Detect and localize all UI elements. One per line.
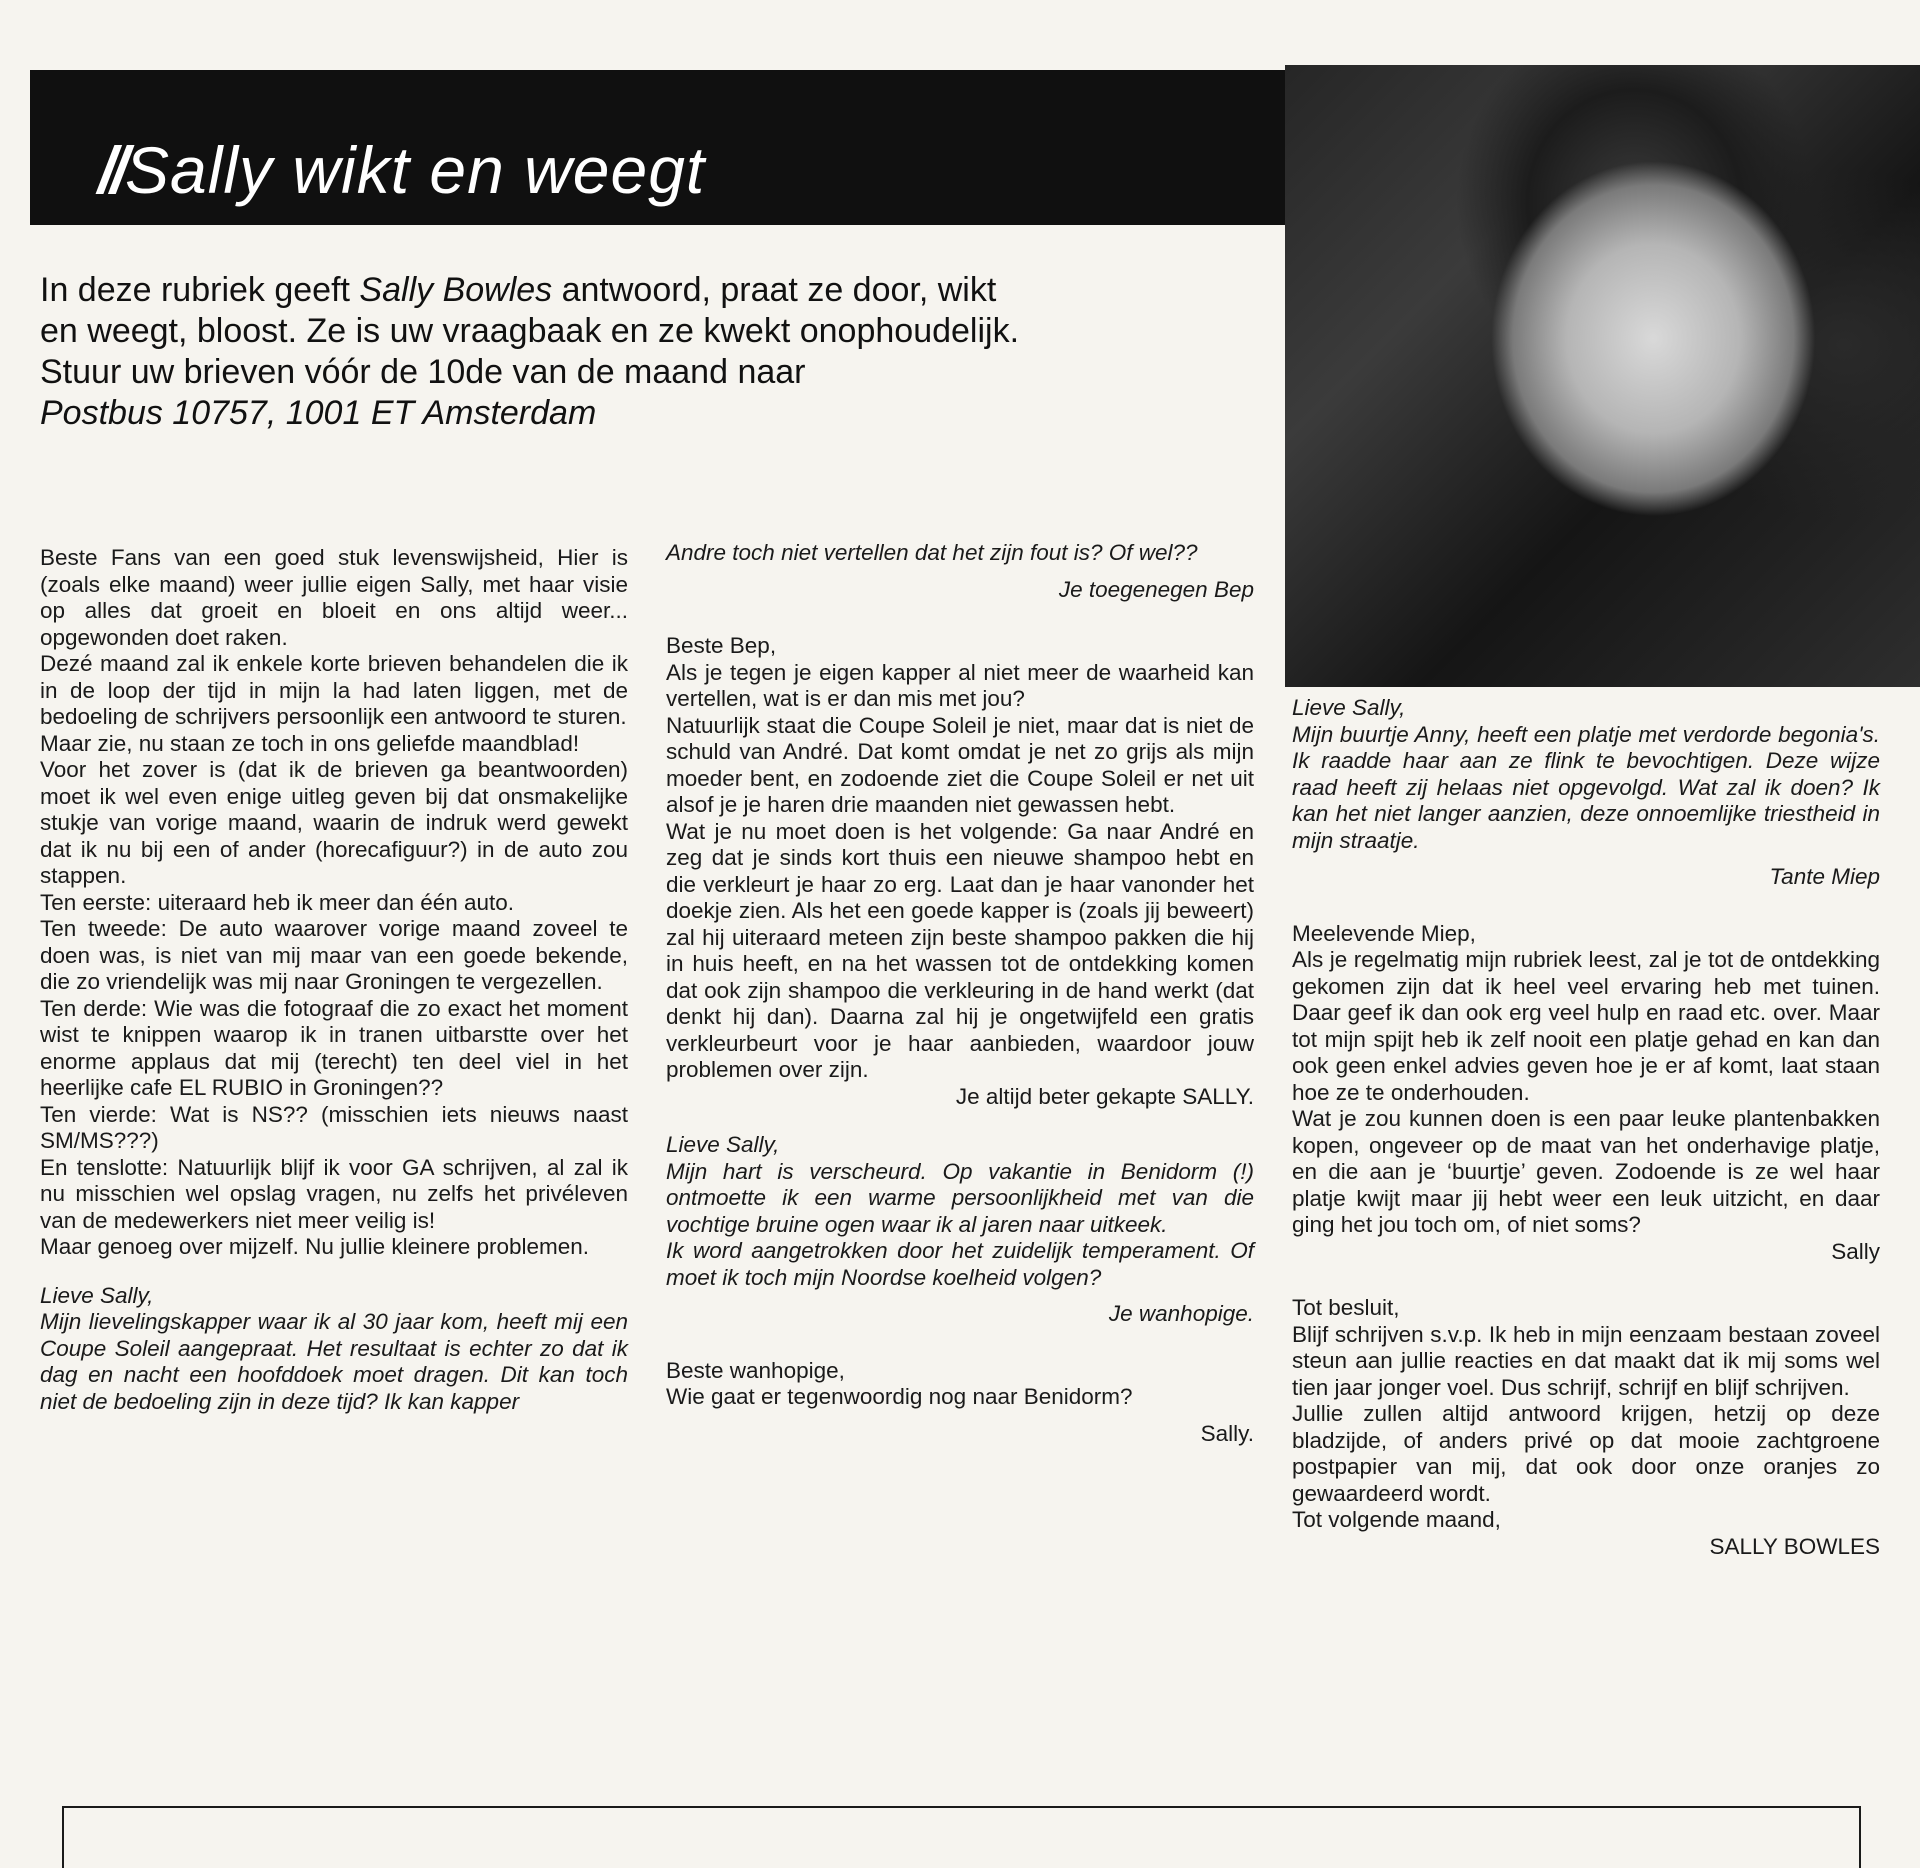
intro-line-1: In deze rubriek geeft Sally Bowles antwoord, praat ze door, wikt — [40, 271, 997, 309]
reply-signature: Sally. — [1200, 1420, 1254, 1446]
column-1 — [40, 545, 628, 1415]
closing-salutation: Tot besluit, — [1292, 1295, 1400, 1320]
reply-salutation: Beste wanhopige, — [666, 1357, 845, 1383]
title-slashes: // — [98, 133, 123, 207]
intro-address: Postbus 10757, 1001 ET Amsterdam — [40, 394, 597, 432]
column-2 — [666, 540, 1254, 1447]
letter-salutation: Lieve Sally, — [666, 1132, 780, 1157]
intro-line-3: Stuur uw brieven vóór de 10de van de maand naar — [40, 353, 806, 391]
letter-body: Mijn buurtje Anny, heeft een platje met verdorde begonia's. Ik raadde haar aan ze flink te bevochtigen. Deze wijze raad heeft zij helaas niet opgevolgd. Wat zal ik doen? Ik kan het niet langer aanzien, deze onnoemlijke triestheid in mijn straatje. — [1292, 721, 1880, 853]
intro-text — [40, 270, 1280, 434]
letter-salutation: Lieve Sally, — [40, 1282, 154, 1308]
paragraph: Ten tweede: De auto waarover vorige maand zoveel te doen was, is niet van mij maar van een goede bekende, die zo vriendelijk was mij naar Groningen te vergezellen. — [40, 916, 628, 994]
letter-continuation: Andre toch niet vertellen dat het zijn fout is? Of wel?? — [666, 540, 1198, 565]
letter-signature: Je toegenegen Bep — [1058, 576, 1254, 602]
paragraph: Als je regelmatig mijn rubriek leest, zal je tot de ontdekking gekomen zijn dat ik heel veel ervaring heb met tuinen. Daar geef ik dan ook erg veel hulp en raad etc. over. Maar tot mijn spijt heb ik zelf nooit een platje gehad en kan dan ook geen enkel advies geven hoe je er af komt, laat staan hoe ze te onderhouden. — [1292, 947, 1880, 1105]
paragraph: Blijf schrijven s.v.p. Ik heb in mijn eenzaam bestaan zoveel steun aan jullie reacties en dat maakt dat ik mij soms wel tien jaar jonger voel. Dus schrijf, schrijf en blijf schrijven. — [1292, 1321, 1880, 1400]
paragraph: Dezé maand zal ik enkele korte brieven behandelen die ik in de loop der tijd in mijn la had laten liggen, met de bedoeling de schrijvers persoonlijk een antwoord te sturen. — [40, 651, 628, 729]
paragraph: Beste Fans van een goed stuk levenswijsheid, Hier is (zoals elke maand) weer jullie eigen Sally, met haar visie op alles dat groeit en bloeit en ons altijd weer... opgewonden doet raken. — [40, 545, 628, 650]
letter-signature: Je wanhopige. — [1108, 1301, 1254, 1326]
paragraph: Wie gaat er tegenwoordig nog naar Benidorm? — [666, 1384, 1133, 1409]
paragraph: Als je tegen je eigen kapper al niet meer de waarheid kan vertellen, wat is er dan mis met jou? — [666, 659, 1254, 711]
paragraph: En tenslotte: Natuurlijk blijf ik voor GA schrijven, al zal ik nu misschien wel opslag vragen, nu zelfs het privéleven van de medewerkers niet meer veilig is! — [40, 1154, 628, 1233]
footer-frame — [62, 1806, 1861, 1868]
paragraph: Ten eerste: uiteraard heb ik meer dan één auto. — [40, 889, 515, 915]
paragraph: Wat je zou kunnen doen is een paar leuke plantenbakken kopen, ongeveer op de maat van het onderhavige platje, en die aan je ‘buurtje’ geven. Zodoende is ze wel haar platje kwijt maar jij hebt weer een leuk uitzicht, en daar ging het jou toch om, of niet soms? — [1292, 1106, 1880, 1237]
letter-signature: Tante Miep — [1769, 864, 1880, 889]
intro-line-2: en weegt, bloost. Ze is uw vraagbaak en ze kwekt onophoudelijk. — [40, 312, 1020, 350]
letter-body: Ik word aangetrokken door het zuidelijk temperament. Of moet ik toch mijn Noordse koelheid volgen? — [666, 1238, 1254, 1290]
paragraph: Ten vierde: Wat is NS?? (misschien iets nieuws naast SM/MS???) — [40, 1101, 628, 1153]
page-title: Sally wikt en weegt — [125, 133, 706, 207]
paragraph: Natuurlijk staat die Coupe Soleil je niet, maar dat is niet de schuld van André. Dat komt omdat je net zo grijs als mijn moeder bent, en zodoende ziet die Coupe Soleil er net uit alsof je je haren drie maanden niet gewassen hebt. — [666, 712, 1254, 817]
portrait-photo — [1285, 65, 1920, 687]
reply-signature: Sally — [1831, 1238, 1880, 1264]
letter-body: Mijn lievelingskapper waar ik al 30 jaar kom, heeft mij een Coupe Soleil aangepraat. Het resultaat is echter zo dat ik dag en nacht een hoofddoek moet dragen. Dit kan toch niet de bedoeling zijn in deze tijd? Ik kan kapper — [40, 1309, 628, 1414]
reply-salutation: Beste Bep, — [666, 633, 777, 658]
closing-signature: SALLY BOWLES — [1709, 1533, 1880, 1559]
column-3 — [1292, 695, 1880, 1560]
paragraph: Maar genoeg over mijzelf. Nu jullie kleinere problemen. — [40, 1234, 590, 1259]
paragraph: Maar zie, nu staan ze toch in ons geliefde maandblad! — [40, 730, 580, 756]
reply-salutation: Meelevende Miep, — [1292, 920, 1476, 946]
intro-name: Sally Bowles — [359, 271, 553, 309]
paragraph: Wat je nu moet doen is het volgende: Ga naar André en zeg dat je sinds kort thuis een nieuwe shampoo hebt en die verkleurt je haar zo erg. Laat dan je haar vanonder het doekje zien. Als het een goede kapper is (zoals jij beweert) zal hij uiteraard meteen zijn beste shampoo pakken die hij in huis heeft, en na het wassen tot de ontdekking komen dat ook zijn shampoo die verkleuring in de hand werkt (dat denkt hij dan). Daarna zal hij je ongetwijfeld een gratis verkleurbeurt voor je haar aanbieden, waardoor jouw problemen over zijn. — [666, 818, 1254, 1082]
paragraph: Tot volgende maand, — [1292, 1507, 1501, 1532]
reply-signature: Je altijd beter gekapte SALLY. — [955, 1083, 1254, 1109]
letter-body: Mijn hart is verscheurd. Op vakantie in Benidorm (!) ontmoette ik een warme persoonlijkheid met van die vochtige bruine ogen waar ik al jaren naar uitkeek. — [666, 1158, 1254, 1237]
paragraph: Voor het zover is (dat ik de brieven ga beantwoorden) moet ik wel even enige uitleg geven bij dat onsmakelijke stukje van vorige maand, waarin de indruk werd gewekt dat ik nu bij een of ander (horecafiguur?) in de auto zou stappen. — [40, 757, 628, 888]
paragraph: Ten derde: Wie was die fotograaf die zo exact het moment wist te knippen waarop ik in tranen uitbarstte over het enorme applaus dat mij (terecht) ten deel viel in het heerlijke cafe EL RUBIO in Groningen?? — [40, 995, 628, 1100]
title-banner — [30, 70, 1290, 225]
letter-salutation: Lieve Sally, — [1292, 695, 1406, 720]
paragraph: Jullie zullen altijd antwoord krijgen, hetzij op deze bladzijde, of anders privé op dat mooie zachtgroene postpapier van mij, dat ook door onze oranjes zo gewaardeerd wordt. — [1292, 1401, 1880, 1506]
